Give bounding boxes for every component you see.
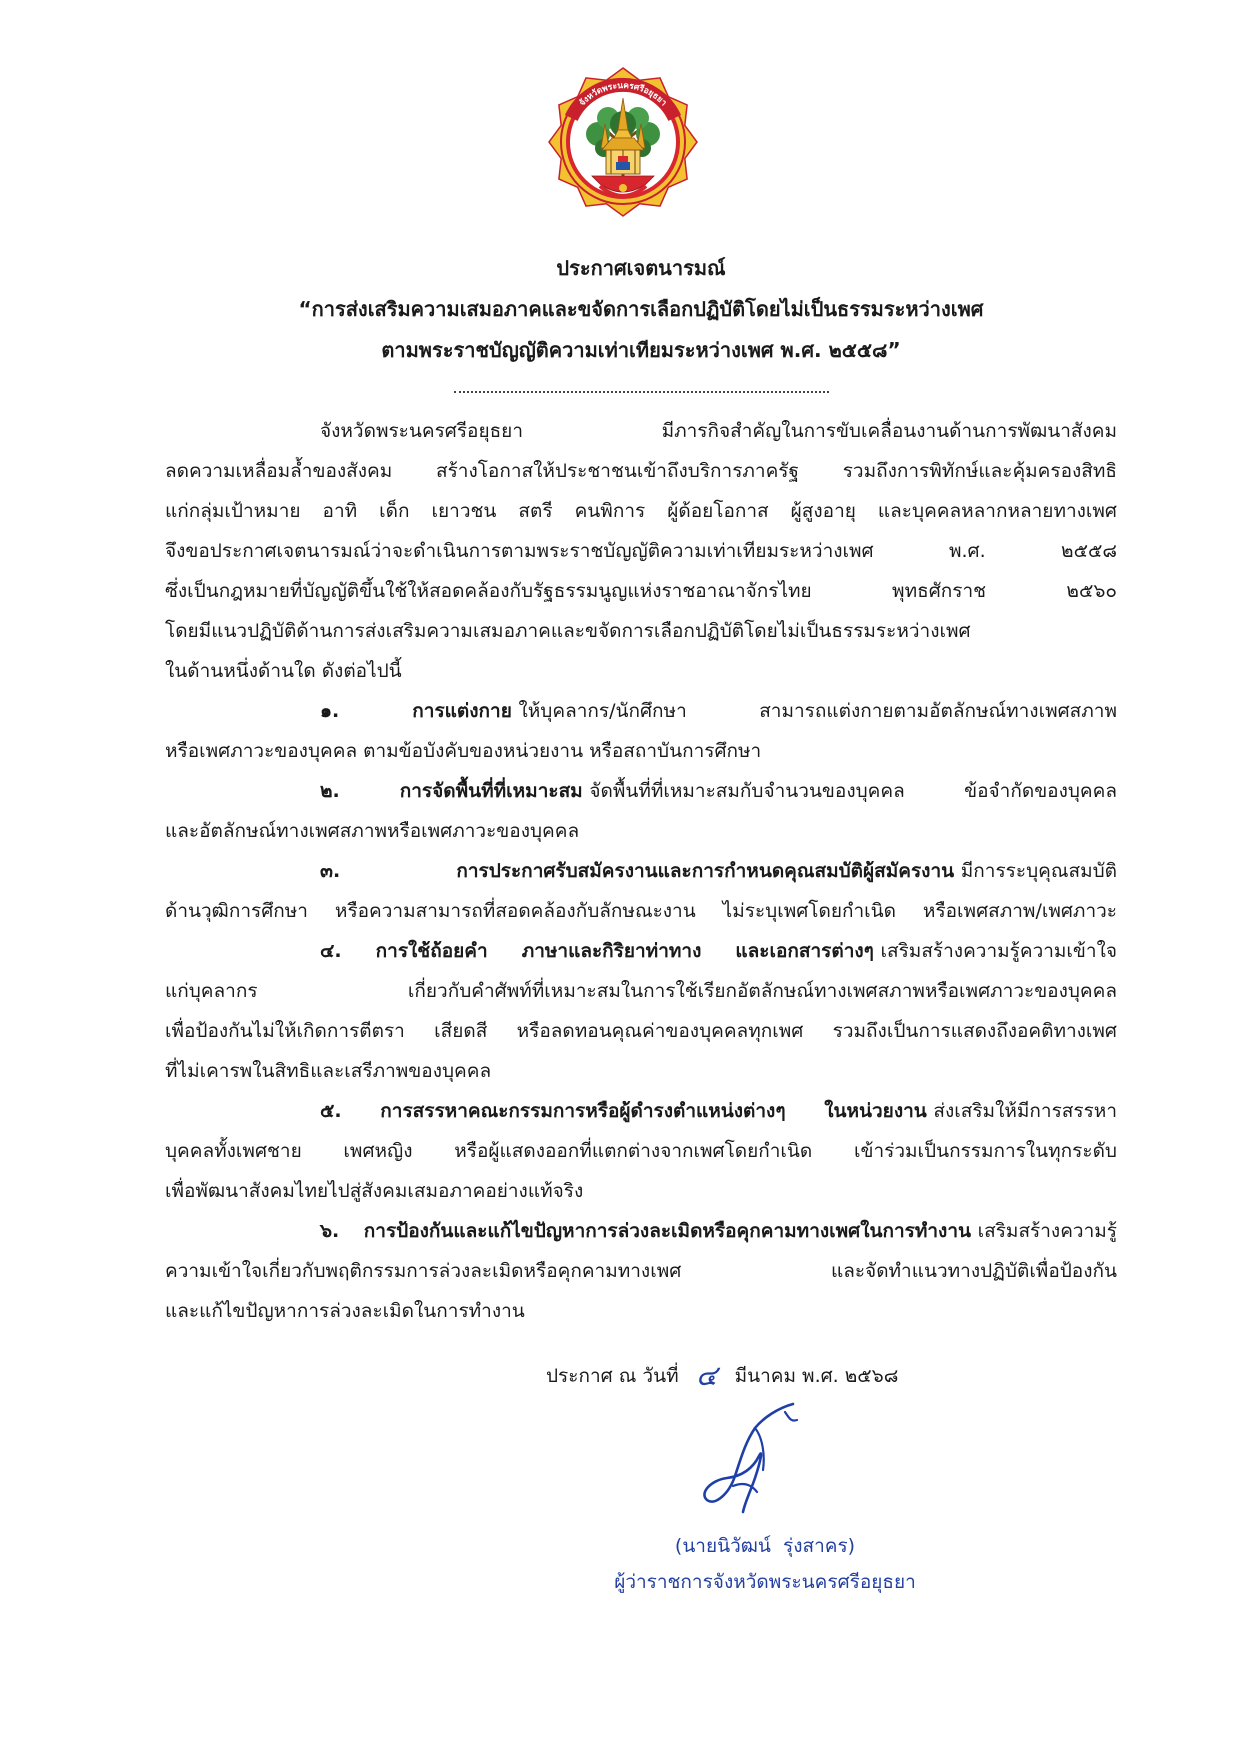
item-6-lead: เสริมสร้างความรู้: [977, 1220, 1117, 1242]
item-6-heading: ๖. การป้องกันและแก้ไขปัญหาการล่วงละเมิดหรือคุกคามทางเพศในการทำงาน: [320, 1220, 971, 1242]
item-2-line-2: และอัตลักษณ์ทางเพศสภาพหรือเพศภาวะของบุคคล: [165, 820, 580, 842]
dotted-divider: [454, 391, 829, 393]
announcement-month-year: มีนาคม พ.ศ. ๒๕๖๘: [734, 1365, 899, 1387]
item-3-heading: ๓. การประกาศรับสมัครงานและการกำหนดคุณสมบัติผู้สมัครงาน: [320, 860, 955, 882]
item-2-heading: ๒. การจัดพื้นที่ที่เหมาะสม: [320, 780, 583, 802]
item-1-line-2: หรือเพศภาวะของบุคคล ตามข้อบังคับของหน่วยงาน หรือสถาบันการศึกษา: [165, 740, 762, 762]
item-5-lead: ส่งเสริมให้มีการสรรหา: [933, 1100, 1117, 1122]
declaration-body: [165, 411, 1117, 1331]
declaration-heading: [165, 248, 1117, 371]
provincial-seal-logo: [548, 58, 698, 228]
intro-line-6: โดยมีแนวปฏิบัติด้านการส่งเสริมความเสมอภาคและขจัดการเลือกปฏิบัติโดยไม่เป็นธรรมระหว่างเพศ: [165, 620, 971, 642]
intro-line-4: จึงขอประกาศเจตนารมณ์ว่าจะดำเนินการตามพระราชบัญญัติความเท่าเทียมระหว่างเพศ พ.ศ. ๒๕๕๘: [165, 540, 1117, 562]
handwritten-day: ๔: [695, 1359, 718, 1392]
item-4-first-line: [165, 931, 1117, 971]
item-4-heading: ๔. การใช้ถ้อยคำ ภาษาและกิริยาท่าทาง และเอกสารต่างๆ: [320, 940, 874, 962]
intro-line-2: ลดความเหลื่อมล้ำของสังคม สร้างโอกาสให้ประชาชนเข้าถึงบริการภาครัฐ รวมถึงการพิทักษ์และคุ้มครองสิทธิ: [165, 460, 1117, 482]
seal-emblem: [548, 58, 698, 228]
signatory-block: [565, 1527, 965, 1599]
intro-line-3: แก่กลุ่มเป้าหมาย อาทิ เด็ก เยาวชน สตรี คนพิการ ผู้ด้อยโอกาส ผู้สูงอายุ และบุคคลหลากหลายทางเพศ: [165, 500, 1117, 522]
title-line-1: ประกาศเจตนารมณ์: [556, 256, 726, 280]
intro-line-7: ในด้านหนึ่งด้านใด ดังต่อไปนี้: [165, 660, 402, 682]
item-6-first-line: [165, 1211, 1117, 1251]
announcement-prefix: ประกาศ ณ วันที่: [546, 1365, 679, 1387]
item-1-lead: ให้บุคลากร/นักศึกษา สามารถแต่งกายตามอัตลักษณ์ทางเพศสภาพ: [518, 700, 1117, 722]
item-4-lead: เสริมสร้างความรู้ความเข้าใจ: [880, 940, 1117, 962]
intro-line-5: ซึ่งเป็นกฎหมายที่บัญญัติขึ้นใช้ให้สอดคล้องกับรัฐธรรมนูญแห่งราชอาณาจักรไทย พุทธศักราช ๒๕๖๐: [165, 580, 1117, 602]
item-1-first-line: [165, 691, 1117, 731]
signature-area: [165, 1396, 1117, 1527]
intro-line-1: จังหวัดพระนครศรีอยุธยา มีภารกิจสำคัญในการขับเคลื่อนงานด้านการพัฒนาสังคม: [320, 420, 1117, 442]
signatory-position: ผู้ว่าราชการจังหวัดพระนครศรีอยุธยา: [614, 1571, 916, 1593]
item-6-line-3: และแก้ไขปัญหาการล่วงละเมิดในการทำงาน: [165, 1300, 525, 1322]
seal-lettering: จังหวัดพระนครศรีอยุธยา: [577, 81, 669, 109]
item-5-line-2: บุคคลทั้งเพศชาย เพศหญิง หรือผู้แสดงออกที่แตกต่างจากเพศโดยกำเนิด เข้าร่วมเป็นกรรมการในทุกระดับ: [165, 1140, 1117, 1162]
item-3-first-line: [165, 851, 1117, 891]
announcement-date-line: [546, 1356, 1117, 1396]
item-3-line-2: ด้านวุฒิการศึกษา หรือความสามารถที่สอดคล้องกับลักษณะงาน ไม่ระบุเพศโดยกำเนิด หรือเพศสภาพ/เพศภาวะ: [165, 900, 1117, 922]
item-4-line-3: เพื่อป้องกันไม่ให้เกิดการตีตรา เสียดสี หรือลดทอนคุณค่าของบุคคลทุกเพศ รวมถึงเป็นการแสดงถึงอคติทางเพศ: [165, 1020, 1117, 1042]
item-3-lead: มีการระบุคุณสมบัติ: [960, 860, 1117, 882]
document-content: [165, 248, 1117, 1599]
item-5-heading: ๕. การสรรหาคณะกรรมการหรือผู้ดำรงตำแหน่งต่างๆ ในหน่วยงาน: [320, 1100, 927, 1122]
item-1-heading: ๑. การแต่งกาย: [320, 700, 512, 722]
item-2-first-line: [165, 771, 1117, 811]
signatory-name: (นายนิวัฒน์ รุ่งสาคร): [674, 1535, 856, 1557]
item-4-line-4: ที่ไม่เคารพในสิทธิและเสรีภาพของบุคคล: [165, 1060, 492, 1082]
title-line-3: ตามพระราชบัญญัติความเท่าเทียมระหว่างเพศ พ.ศ. ๒๕๕๘”: [381, 338, 901, 362]
item-6-line-2: ความเข้าใจเกี่ยวกับพฤติกรรมการล่วงละเมิดหรือคุกคามทางเพศ และจัดทำแนวทางปฏิบัติเพื่อป้องกัน: [165, 1260, 1117, 1282]
handwritten-signature: [693, 1398, 803, 1518]
title-line-2: “การส่งเสริมความเสมอภาคและขจัดการเลือกปฏิบัติโดยไม่เป็นธรรมระหว่างเพศ: [298, 297, 984, 321]
item-4-line-2: แก่บุคลากร เกี่ยวกับคำศัพท์ที่เหมาะสมในการใช้เรียกอัตลักษณ์ทางเพศสภาพหรือเพศภาวะของบุคคล: [165, 980, 1117, 1002]
item-5-first-line: [165, 1091, 1117, 1131]
item-5-line-3: เพื่อพัฒนาสังคมไทยไปสู่สังคมเสมอภาคอย่างแท้จริง: [165, 1180, 584, 1202]
item-2-lead: จัดพื้นที่ที่เหมาะสมกับจำนวนของบุคคล ข้อจำกัดของบุคคล: [589, 780, 1117, 802]
